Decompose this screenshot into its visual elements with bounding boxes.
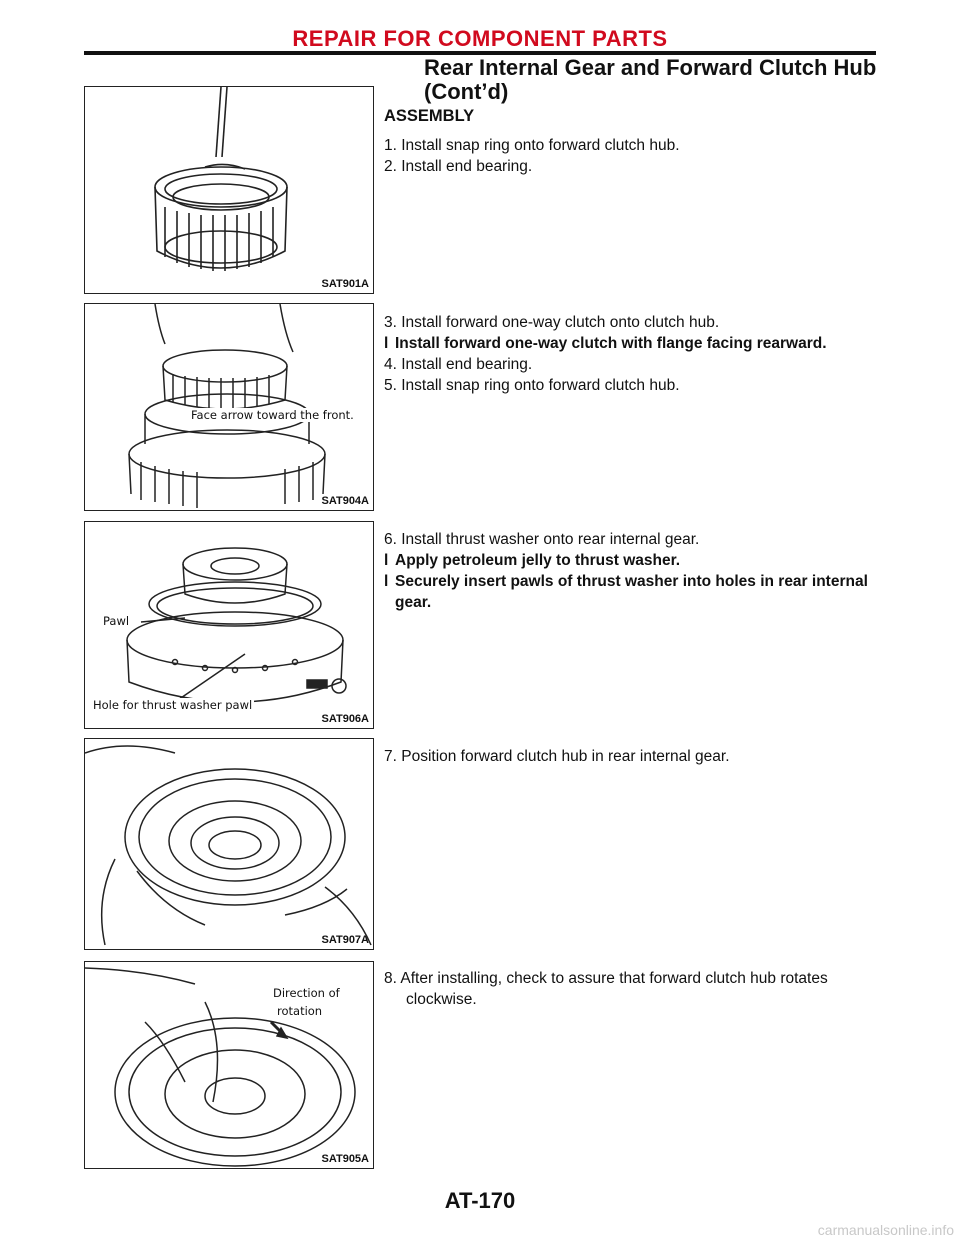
figure-label: Face arrow toward the front. xyxy=(191,408,354,422)
step-6: 6. Install thrust washer onto rear internal gear. xyxy=(384,531,700,548)
figure-label-hole: Hole for thrust washer pawl xyxy=(93,698,253,712)
step-block-4 xyxy=(384,746,884,767)
figure-label-direction: Direction of xyxy=(273,986,340,1000)
step-8: 8. After installing, check to assure that forward clutch hub rotates clockwise. xyxy=(384,970,828,1008)
step-block-3 xyxy=(384,529,884,613)
figure-sat904a xyxy=(84,303,374,511)
step-2: 2. Install end bearing. xyxy=(384,158,533,175)
step-3: 3. Install forward one-way clutch onto clutch hub. xyxy=(384,314,720,331)
assembly-heading: ASSEMBLY xyxy=(384,107,475,125)
one-way-clutch-illustration xyxy=(85,304,373,510)
clutch-hub-illustration xyxy=(85,87,373,293)
page-title-line1: Rear Internal Gear and Forward Clutch Hub xyxy=(424,55,877,80)
page-title-line2: (Cont’d) xyxy=(424,79,509,104)
bullet-icon: l xyxy=(384,573,389,590)
page-number: AT-170 xyxy=(444,1188,516,1213)
step-4: 4. Install end bearing. xyxy=(384,356,533,373)
bullet-icon: l xyxy=(384,335,389,352)
figure-code: SAT906A xyxy=(321,713,369,725)
bullet-item xyxy=(384,550,884,571)
watermark: carmanualsonline.info xyxy=(817,1222,954,1238)
figure-code: SAT907A xyxy=(321,934,369,946)
assembly-section xyxy=(384,106,884,177)
figure-code: SAT905A xyxy=(321,1153,369,1165)
bullet-text: Securely insert pawls of thrust washer into holes in rear internal gear. xyxy=(395,573,868,611)
figure-sat905a xyxy=(84,961,374,1169)
bullet-icon: l xyxy=(384,552,389,569)
figure-label-rotation: rotation xyxy=(277,1004,323,1018)
step-block-5 xyxy=(384,968,884,1010)
page-title xyxy=(424,56,884,104)
section-header: REPAIR FOR COMPONENT PARTS xyxy=(292,26,668,51)
step-1: 1. Install snap ring onto forward clutch hub. xyxy=(384,137,680,154)
step-block-2 xyxy=(384,312,884,396)
step-7: 7. Position forward clutch hub in rear internal gear. xyxy=(384,748,730,765)
figure-label-pawl: Pawl xyxy=(103,614,130,628)
figure-sat906a xyxy=(84,521,374,729)
bullet-item xyxy=(384,571,884,613)
figure-code: SAT904A xyxy=(321,495,369,507)
internal-gear-illustration xyxy=(85,739,373,949)
figure-sat907a xyxy=(84,738,374,950)
bullet-text: Install forward one-way clutch with flange facing rearward. xyxy=(395,335,827,352)
step-5: 5. Install snap ring onto forward clutch hub. xyxy=(384,377,680,394)
figure-code: SAT901A xyxy=(321,278,369,290)
figure-sat901a xyxy=(84,86,374,294)
bullet-item xyxy=(384,333,884,354)
bullet-text: Apply petroleum jelly to thrust washer. xyxy=(395,552,681,569)
